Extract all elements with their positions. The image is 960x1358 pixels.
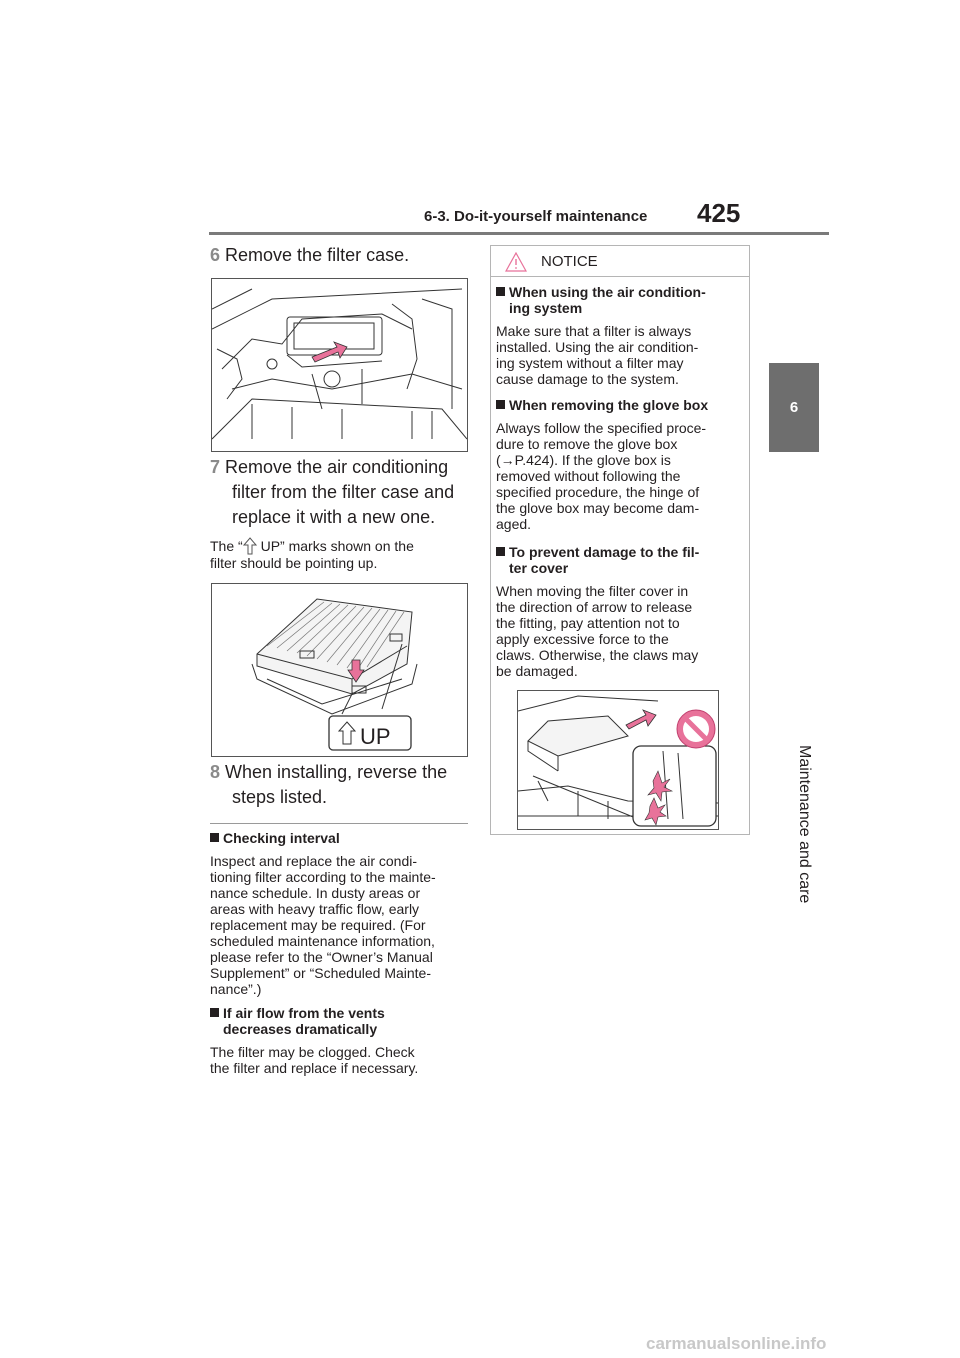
filter-cover-illustration <box>518 691 718 829</box>
filter-case-illustration <box>212 279 467 451</box>
up-mark-note: The “ UP” marks shown on the filter should be pointing up. <box>210 538 414 571</box>
notice-title: NOTICE <box>541 253 598 270</box>
step-8: 8 When installing, reverse the steps listed. <box>210 762 448 807</box>
figure-filter-up-mark <box>211 583 468 757</box>
filter-illustration <box>212 584 467 756</box>
chapter-tab-label: Maintenance and care <box>796 745 813 904</box>
notice-section-glovebox: When removing the glove box Always follow the specified proce- dure to remove the glove box (→P.424). If the glove box is removed without following the specified procedure, the hinge of the glove box may become dam- aged. <box>496 397 709 532</box>
section-divider <box>210 823 468 824</box>
notice-section-ac: When using the air condition- ing system Make sure that a filter is always installed. Using the air condition- ing system without a filter may cause damage to the system. <box>496 284 706 387</box>
figure-filter-cover-claws <box>517 690 719 830</box>
prohibited-icon <box>677 710 715 748</box>
watermark: carmanualsonline.info <box>646 1334 827 1353</box>
warning-triangle-icon <box>505 252 527 272</box>
notice-section-filter-cover: To prevent damage to the fil- ter cover When moving the filter cover in the direction of arrow to release the fitting, pay attention not to apply excessive force to the claws. Otherwise, the claws may be damaged. <box>496 544 700 679</box>
notice-separator <box>491 276 749 277</box>
chapter-tab-number: 6 <box>789 399 799 416</box>
up-arrow-icon <box>243 537 257 555</box>
step-6: 6 Remove the filter case. <box>210 245 410 265</box>
checking-interval-section: Checking interval Inspect and replace the air condi- tioning filter according to the mainte- nance schedule. In dusty areas or areas with heavy traffic flow, early replacement may be required. (For scheduled maintenance information, please refer to the “Owner’s Manual Supplement” or “Scheduled Mainte- nance”.) <box>210 830 436 997</box>
header-rule <box>209 232 829 235</box>
step-7: 7 Remove the air conditioning filter from the filter case and replace it with a new one. <box>210 457 455 527</box>
direction-arrow <box>312 342 347 362</box>
cover-arrow <box>626 710 656 729</box>
page-number: 425 <box>697 198 741 228</box>
airflow-section: If air flow from the vents decreases dramatically The filter may be clogged. Check the filter and replace if necessary. <box>210 1005 419 1076</box>
up-label: UP <box>360 724 391 749</box>
section-title: 6-3. Do-it-yourself maintenance <box>424 208 648 225</box>
figure-filter-case-removal <box>211 278 468 452</box>
